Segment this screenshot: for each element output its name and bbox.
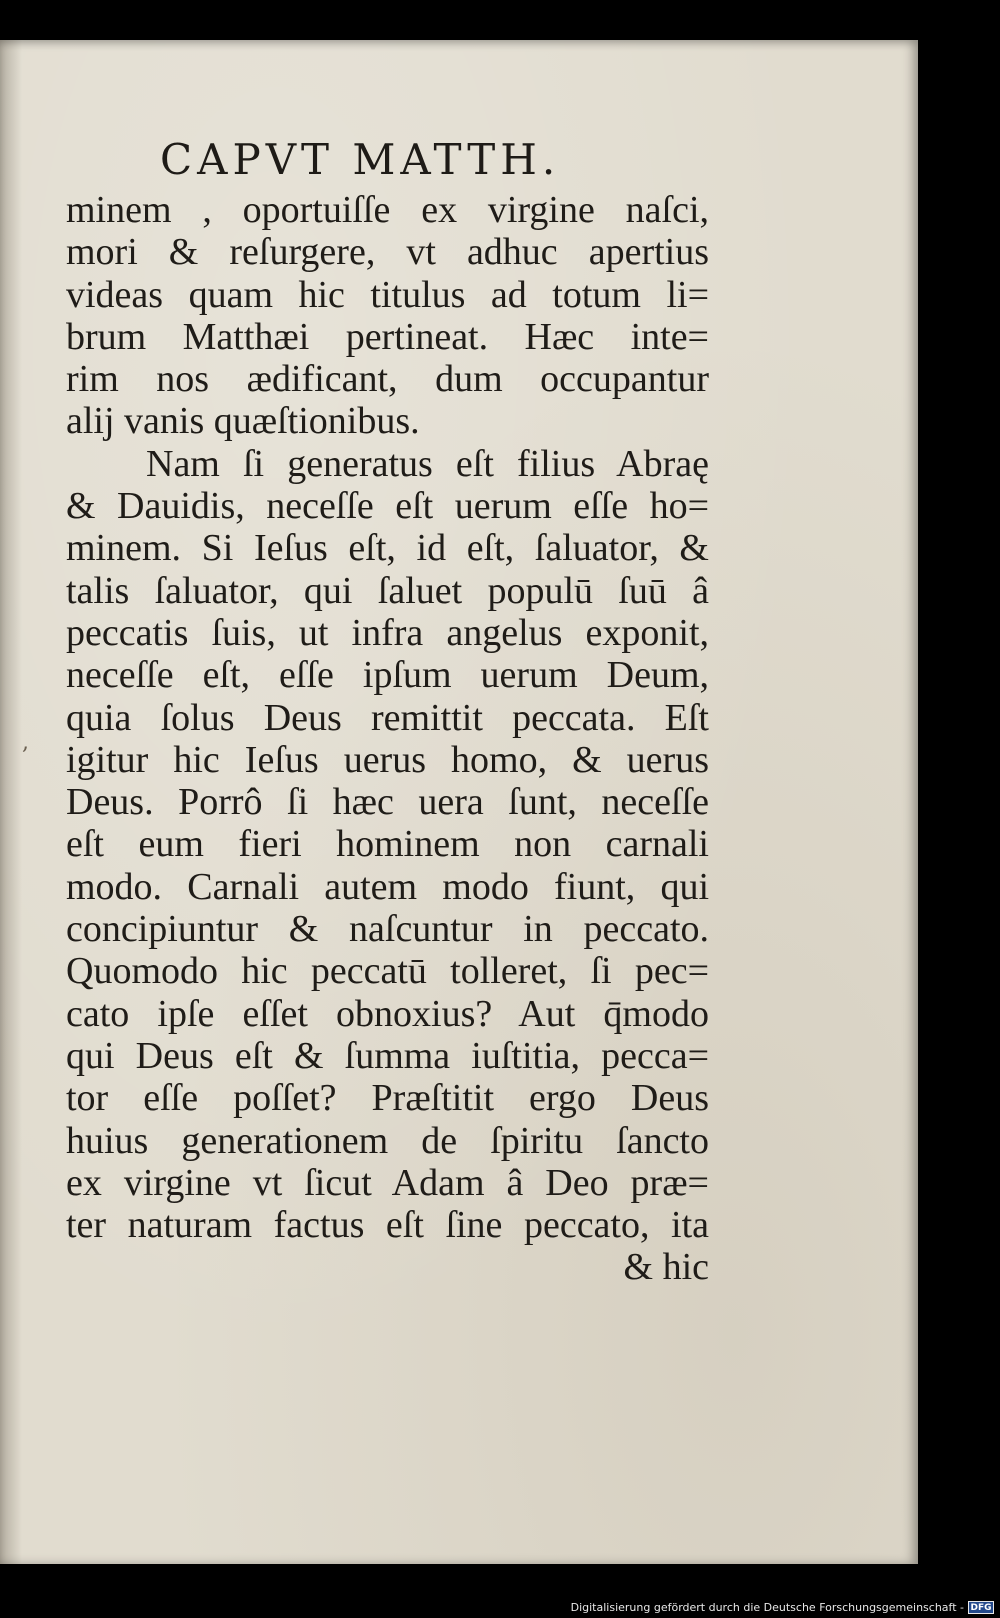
- text-line: rim nos ædificant, dum occupantur: [66, 358, 709, 401]
- text-line: tor eſſe poſſet? Præſtitit ergo Deus: [66, 1077, 709, 1120]
- text-line: minem. Si Ieſus eſt, id eſt, ſaluator, &: [66, 527, 709, 570]
- text-line: ter naturam factus eſt ſine peccato, ita: [66, 1204, 709, 1247]
- funding-credit: Digitalisierung gefördert durch die Deutsche Forschungsgemeinschaft -: [570, 1601, 964, 1614]
- text-line: & Dauidis, neceſſe eſt uerum eſſe ho=: [66, 485, 709, 528]
- footer-bar: [0, 1596, 1000, 1618]
- text-line: quia ſolus Deus remittit peccata. Eſt: [66, 696, 709, 739]
- text-line: mori & reſurgere, vt adhuc apertius: [66, 231, 709, 274]
- text-line: qui Deus eſt & ſumma iuſtitia, pecca=: [66, 1034, 709, 1077]
- text-line: Quomodo hic peccatū tolleret, ſi pec=: [66, 950, 709, 993]
- text-line: eſt eum fieri hominem non carnali: [66, 823, 709, 866]
- text-line: concipiuntur & naſcuntur in peccato.: [66, 908, 709, 951]
- text-line: huius generationem de ſpiritu ſancto: [66, 1119, 709, 1162]
- body-text: [66, 189, 709, 1289]
- running-title: CAPVT MATTH.: [160, 135, 561, 184]
- margin-mark: ,: [22, 730, 29, 755]
- text-line: igitur hic Ieſus uerus homo, & uerus: [66, 738, 709, 781]
- spine-shadow: [0, 40, 22, 1564]
- text-line: Deus. Porrô ſi hæc uera ſunt, neceſſe: [66, 781, 709, 824]
- text-line: modo. Carnali autem modo fiunt, qui: [66, 865, 709, 908]
- text-line: peccatis ſuis, ut infra angelus exponit,: [66, 611, 709, 654]
- text-line: alij vanis quæſtionibus.: [66, 400, 420, 443]
- text-line: minem , oportuiſſe ex virgine naſci,: [66, 189, 709, 231]
- text-line: talis ſaluator, qui ſaluet populū ſuū â: [66, 569, 709, 612]
- text-line: cato ipſe eſſet obnoxius? Aut q̄modo: [66, 992, 709, 1035]
- paragraph-start-line: Nam ſi generatus eſt filius Abraę: [146, 442, 709, 485]
- text-line: brum Matthæi pertineat. Hæc inte=: [66, 315, 709, 358]
- dfg-logo: DFG: [968, 1601, 994, 1614]
- text-line: videas quam hic titulus ad totum li=: [66, 273, 709, 316]
- text-line: neceſſe eſt, eſſe ipſum uerum Deum,: [66, 654, 709, 697]
- catchword: & hic: [623, 1246, 709, 1289]
- text-line: ex virgine vt ſicut Adam â Deo præ=: [66, 1161, 709, 1204]
- book-page: [0, 40, 918, 1564]
